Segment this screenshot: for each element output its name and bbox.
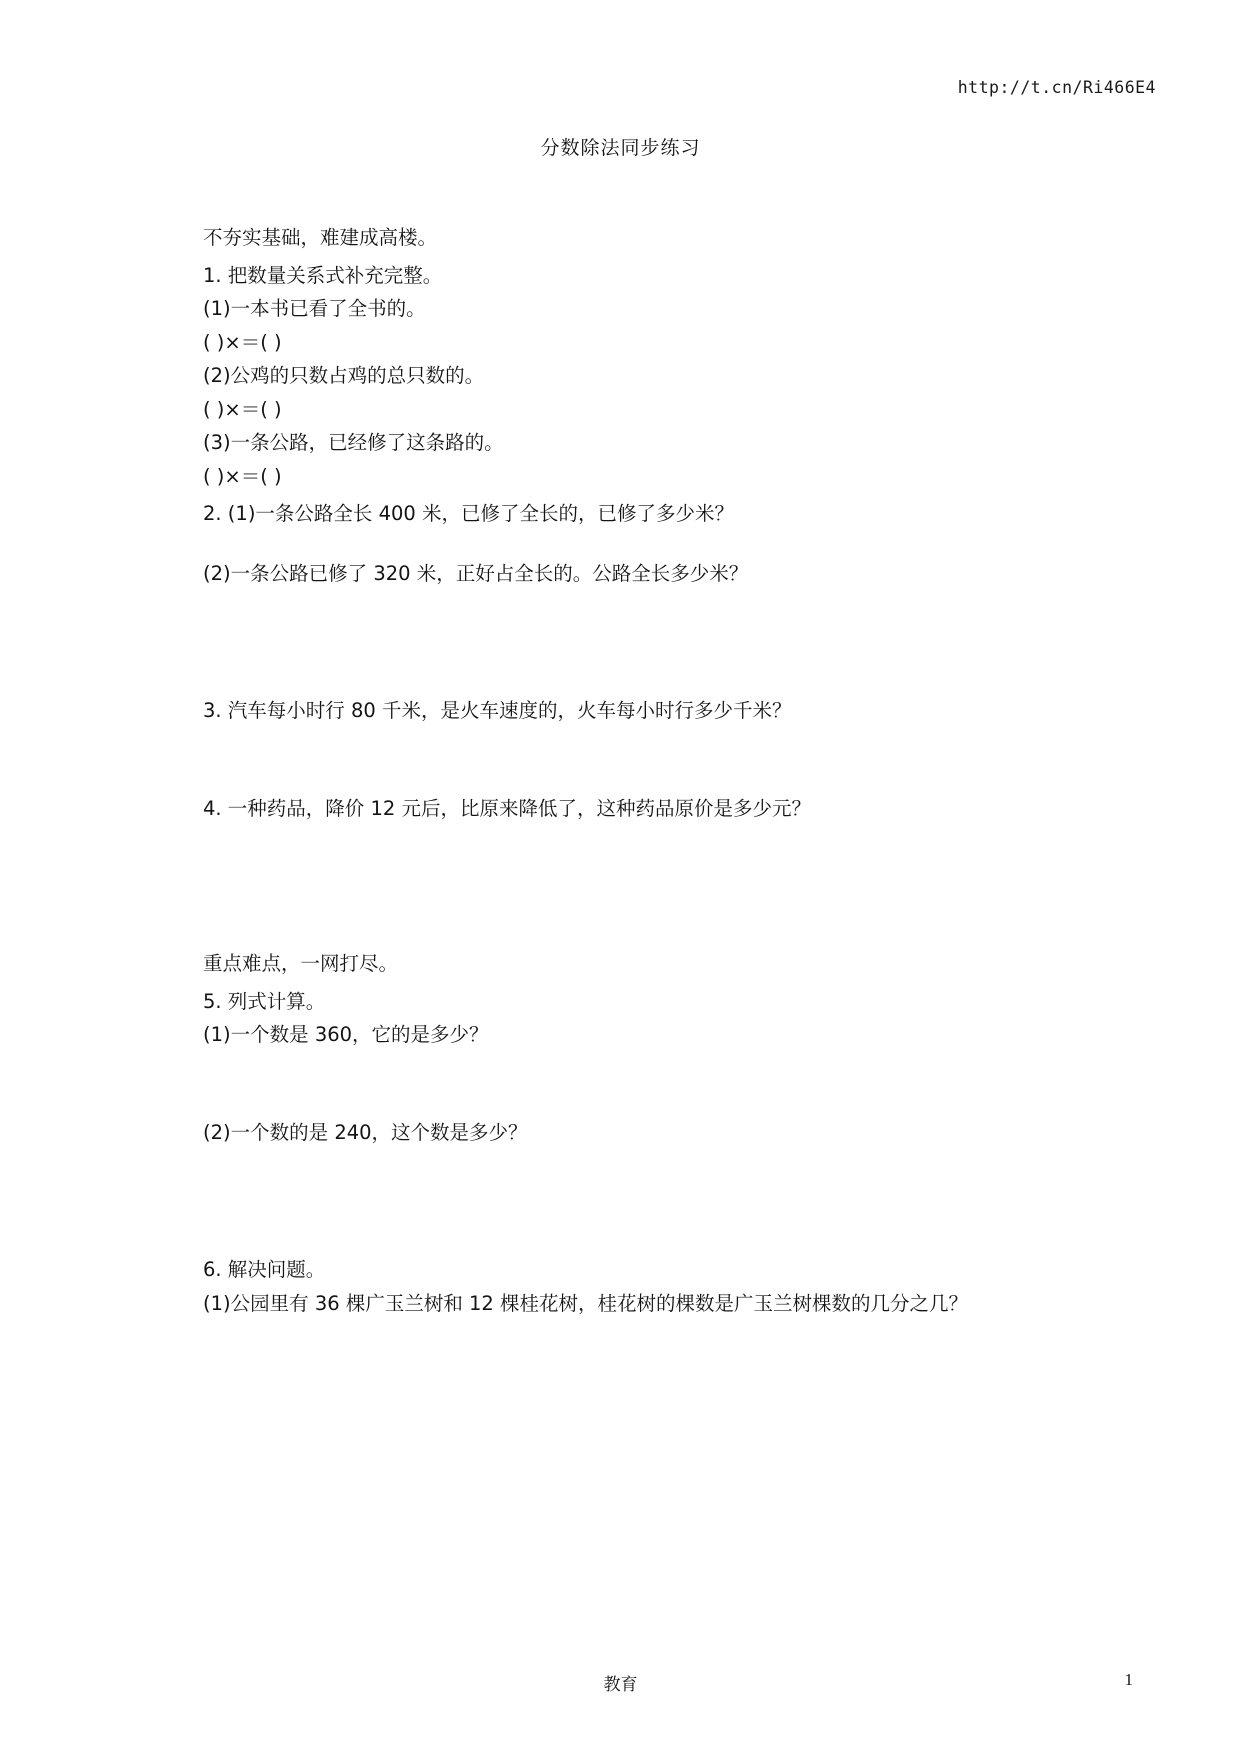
question-1-part-1: (1)一本书已看了全书的。 [203,297,426,320]
page-number: 1 [1124,1670,1133,1689]
question-4: 4. 一种药品，降价 12 元后，比原来降低了，这种药品原价是多少元？ [203,796,812,820]
question-1-part-2: (2)公鸡的只数占鸡的总只数的。 [203,364,485,387]
footer-label: 教育 [603,1675,638,1695]
question-2-part-2: (2)一条公路已修了 320 米，正好占全长的。公路全长多少米？ [203,561,749,585]
page-title: 分数除法同步练习 [540,137,701,159]
question-6-part-1: (1)公园里有 36 棵广玉兰树和 12 棵桂花树，桂花树的棵数是广玉兰树棵数的几分之几？ [203,1291,969,1315]
question-1-part-3: (3)一条公路，已经修了这条路的。 [203,431,504,454]
question-5-part-2: (2)一个数的是 240，这个数是多少？ [203,1120,528,1144]
section-heading-1: 不夯实基础，难建成高楼。 [203,226,438,249]
question-3: 3. 汽车每小时行 80 千米，是火车速度的，火车每小时行多少千米？ [203,699,792,722]
question-6: 6. 解决问题。 [203,1258,326,1281]
question-5: 5. 列式计算。 [203,989,326,1013]
document-body [203,228,1083,1313]
source-url: http://t.cn/Ri466E4 [957,78,1156,97]
answer-blank-1-2: ( )×＝( ) [203,397,282,421]
page-footer [0,1634,1241,1754]
answer-blank-1-3: ( )×＝( ) [203,464,282,488]
question-1: 1. 把数量关系式补充完整。 [203,263,443,287]
question-5-part-1: (1)一个数是 360，它的是多少？ [203,1023,489,1046]
section-heading-2: 重点难点，一网打尽。 [203,952,399,975]
question-2-part-1: 2. (1)一条公路全长 400 米，已修了全长的，已修了多少米？ [203,502,735,525]
answer-blank-1-1: ( )×＝( ) [203,330,282,354]
